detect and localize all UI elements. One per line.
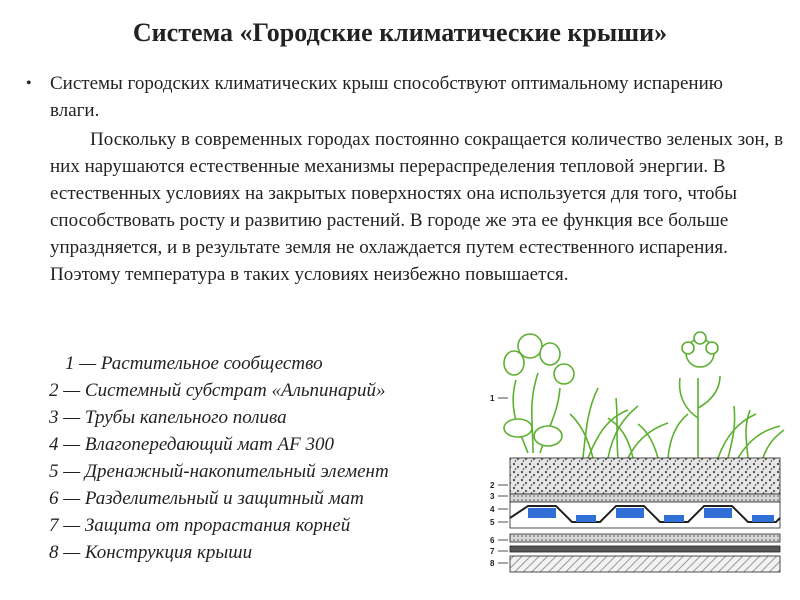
legend-list bbox=[49, 350, 389, 566]
bullet-text: Системы городских климатических крыш способствуют оптимальному испарению влаги. bbox=[50, 73, 723, 121]
layer-label-6: 6 bbox=[490, 536, 495, 545]
legend-item: 8 — Конструкция крыши bbox=[49, 542, 253, 563]
substrate-layer bbox=[510, 458, 780, 494]
legend-item: 3 — Трубы капельного полива bbox=[49, 407, 287, 428]
green-roof-cross-section-diagram bbox=[488, 318, 788, 580]
legend-item: 2 — Системный субстрат «Альпинарий» bbox=[49, 380, 386, 401]
roof-construction-layer bbox=[510, 556, 780, 572]
layer-label-4: 4 bbox=[490, 505, 495, 514]
layer-label-5: 5 bbox=[490, 518, 495, 527]
drainage-element-layer bbox=[510, 502, 780, 528]
layer-label-1: 1 bbox=[490, 394, 495, 403]
body-paragraph: Поскольку в современных городах постоянно сокращается количество зеленых зон, в них нарушаются естественные механизмы перераспределения тепловой энергии. В естественных условиях на закрытых поверхностях она используется для того, чтобы способствовать росту и развитию растений. В городе же эта ее функция все больше упраздняется, и в результате земля не охлаждается путем естественного испарения. Поэтому температура в таких условиях неизбежно повышается. bbox=[50, 129, 784, 285]
layer-label-3: 3 bbox=[490, 492, 495, 501]
layer-label-7: 7 bbox=[490, 547, 495, 556]
legend-item: 1 — Растительное сообщество bbox=[65, 353, 323, 374]
root-barrier-layer bbox=[510, 546, 780, 552]
slide-title: Система «Городские климатические крыши» bbox=[132, 18, 668, 47]
legend-item: 7 — Защита от прорастания корней bbox=[49, 515, 351, 536]
plant-community-illustration bbox=[504, 332, 784, 458]
layer-label-2: 2 bbox=[490, 481, 495, 490]
legend-item: 4 — Влагопередающий мат AF 300 bbox=[49, 434, 334, 455]
bullet-icon: • bbox=[26, 75, 32, 92]
layer-label-8: 8 bbox=[490, 559, 495, 568]
moisture-mat-layer bbox=[510, 494, 780, 502]
bullet-item bbox=[26, 70, 776, 124]
legend-item: 5 — Дренажный-накопительный элемент bbox=[49, 461, 389, 482]
separation-mat-layer bbox=[510, 534, 780, 542]
legend-item: 6 — Разделительный и защитный мат bbox=[49, 488, 364, 509]
